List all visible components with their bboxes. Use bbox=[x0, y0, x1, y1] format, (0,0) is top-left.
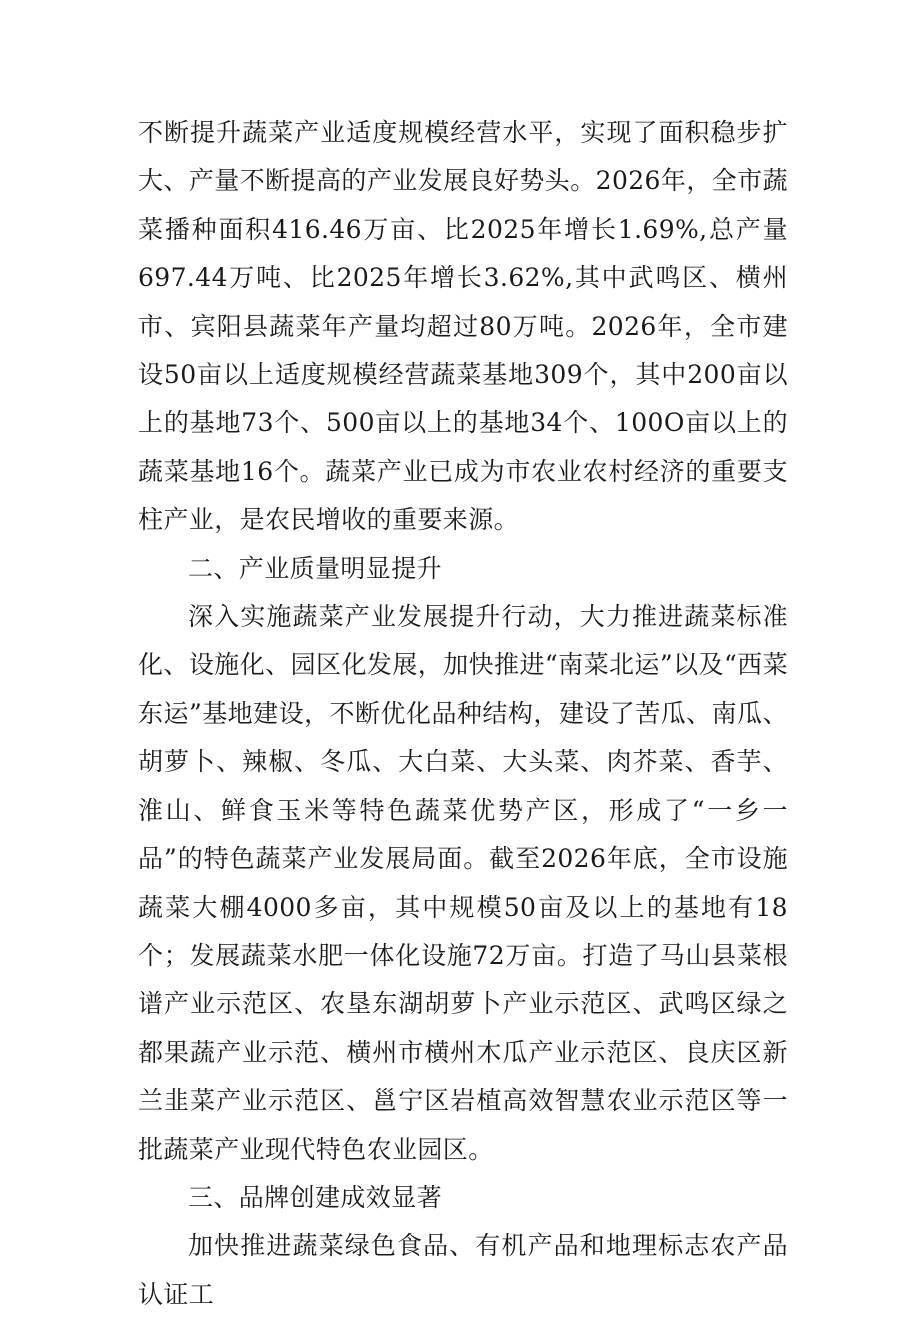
paragraph-brand-building: 加快推进蔬菜绿色食品、有机产品和地理标志农产品认证工 bbox=[138, 1231, 788, 1309]
paragraph-quality-improvement: 深入实施蔬菜产业发展提升行动，大力推进蔬菜标准化、设施化、园区化发展，加快推进“南菜北运”以及“西菜东运”基地建设，不断优化品种结构，建设了苦瓜、南瓜、胡萝卜、辣椒、冬瓜、大白菜、大头菜、肉芥菜、香芋、淮山、鲜食玉米等特色蔬菜优势产区，形成了“一乡一品”的特色蔬菜产业发展局面。截至2026年底，全市设施蔬菜大棚4000多亩，其中规模50亩及以上的基地有18个；发展蔬菜水肥一体化设施72万亩。打造了马山县菜根谱产业示范区、农垦东湖胡萝卜产业示范区、武鸣区绿之都果蔬产业示范、横州市横州木瓜产业示范区、良庆区新兰韭菜产业示范区、邕宁区岩植高效智慧农业示范区等一批蔬菜产业现代特色农业园区。 bbox=[138, 602, 788, 1164]
section-heading-quality: 二、产业质量明显提升 bbox=[188, 553, 443, 583]
paragraph-vegetable-scale: 不断提升蔬菜产业适度规模经营水平，实现了面积稳步扩大、产量不断提高的产业发展良好势头。2026年，全市蔬菜播种面积416.46万亩、比2025年增长1.69%,总产量697.44万吨、比2025年增长3.62%,其中武鸣区、横州市、宾阳县蔬菜年产量均超过80万吨。2026年，全市建设50亩以上适度规模经营蔬菜基地309个，其中200亩以上的基地73个、500亩以上的基地34个、100O亩以上的蔬菜基地16个。蔬菜产业已成为市农业农村经济的重要支柱产业，是农民增收的重要来源。 bbox=[138, 118, 788, 535]
section-heading-brand: 三、品牌创建成效显著 bbox=[188, 1182, 443, 1212]
document-body bbox=[138, 109, 788, 1319]
